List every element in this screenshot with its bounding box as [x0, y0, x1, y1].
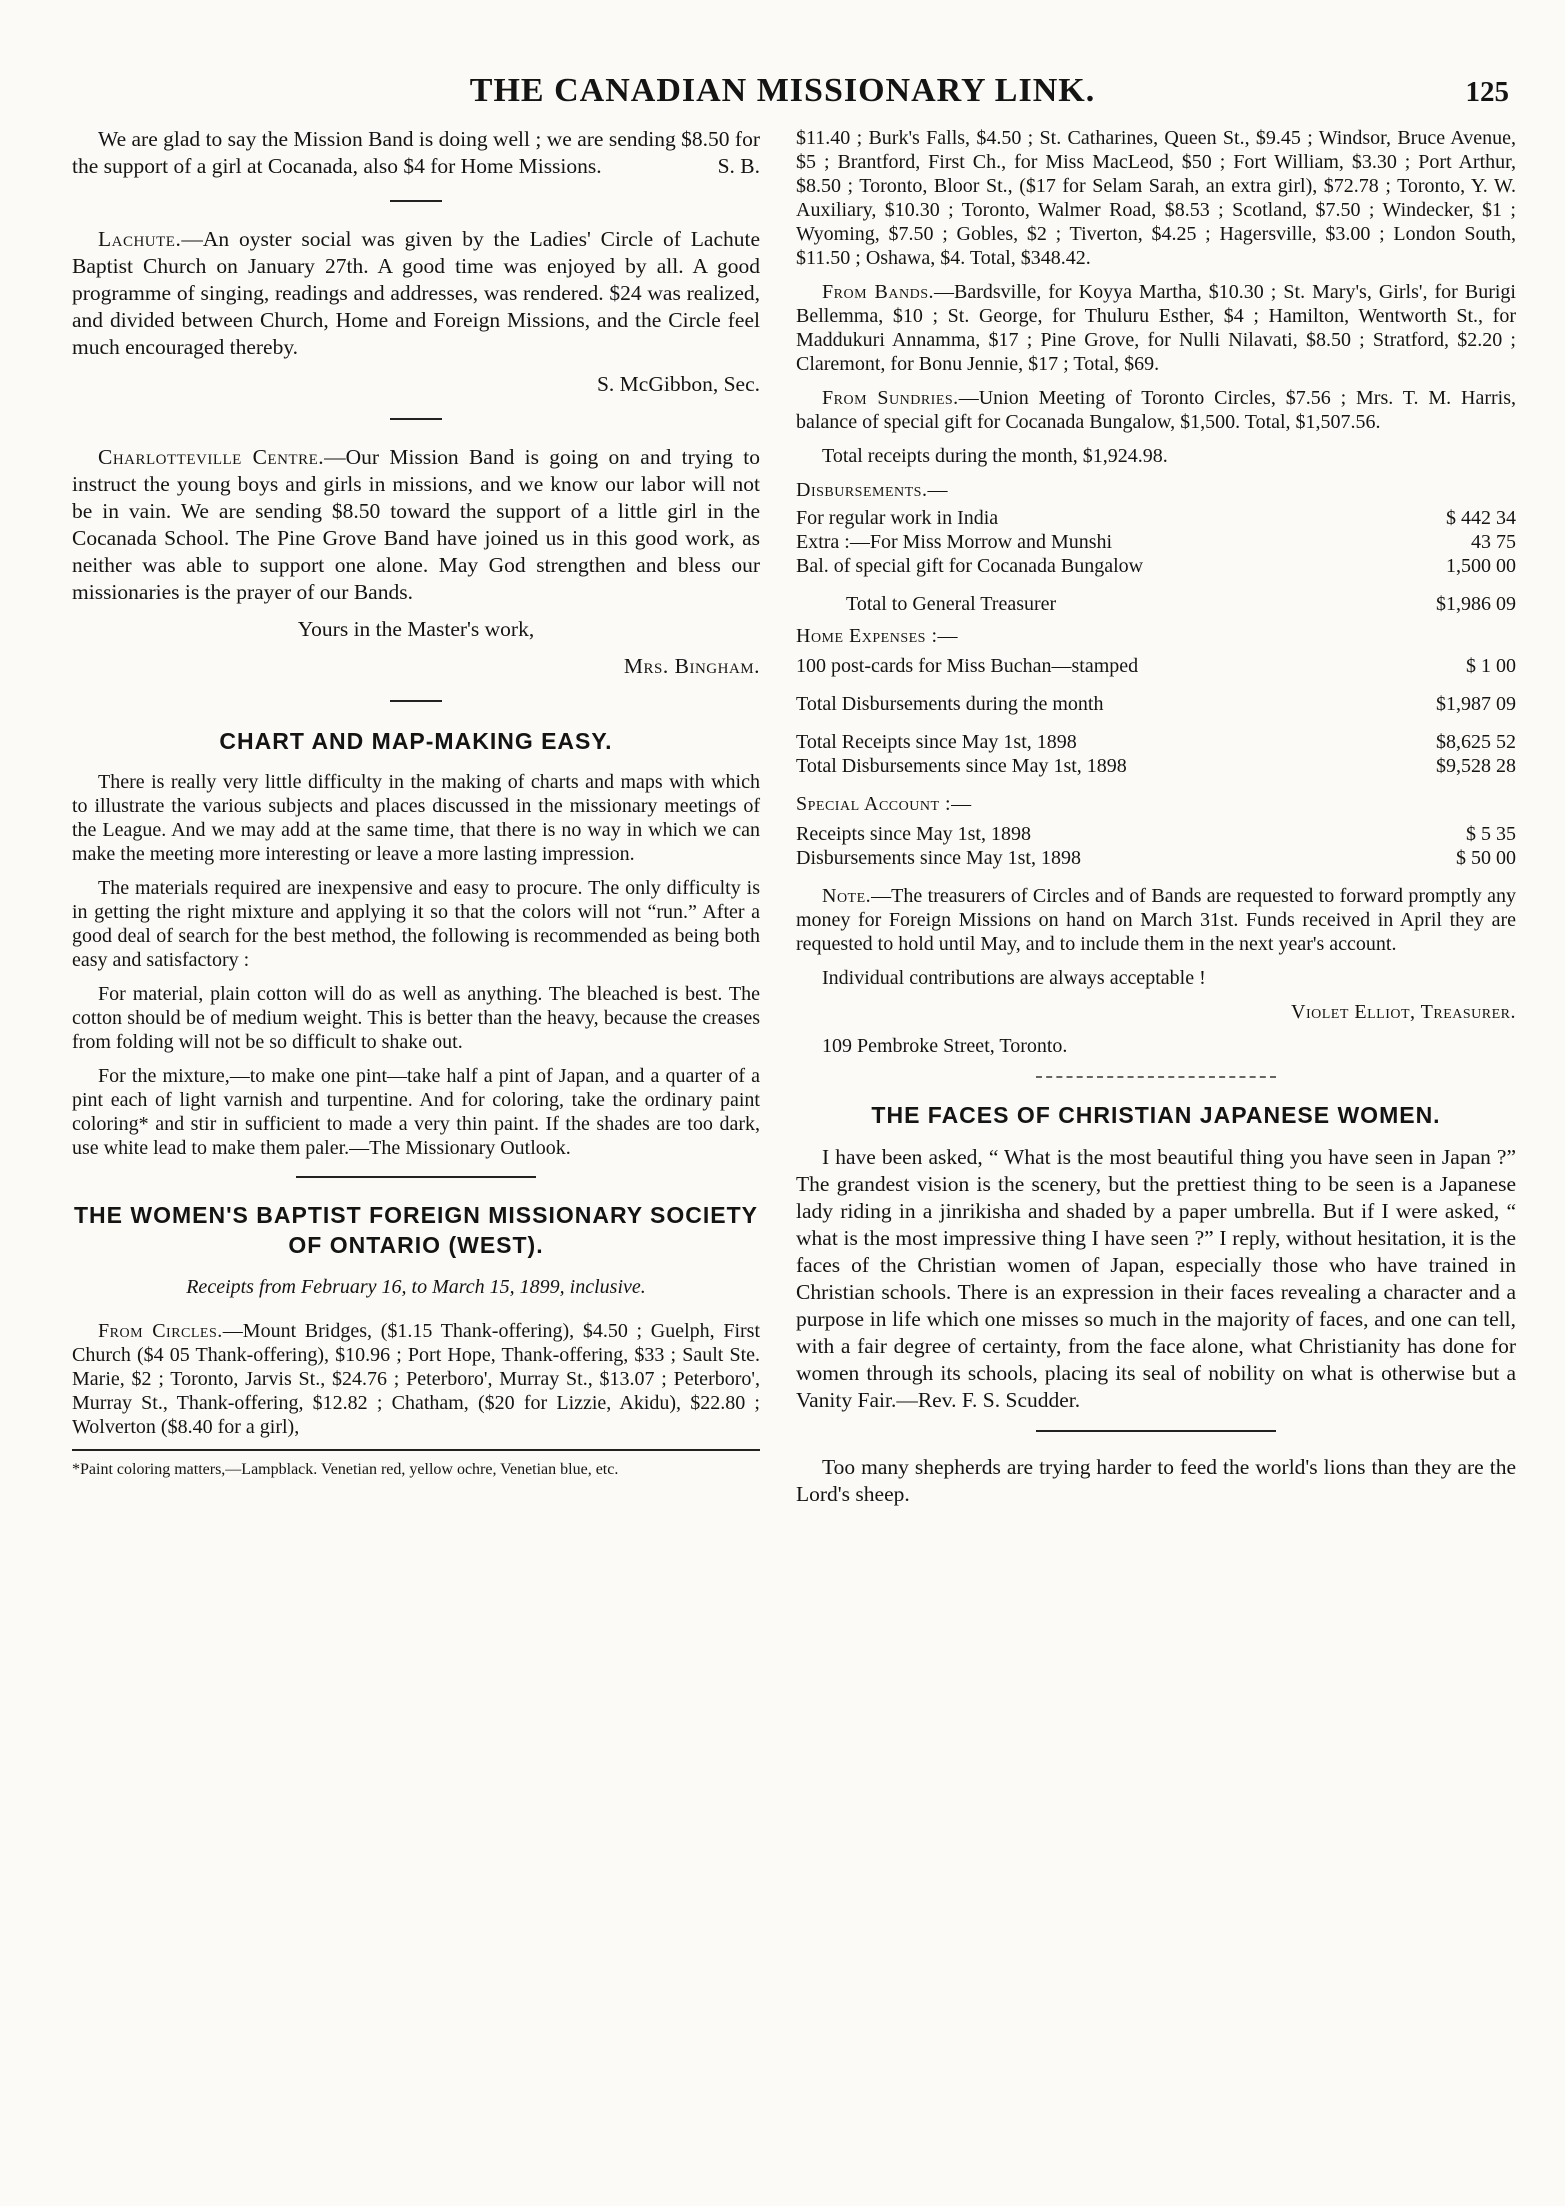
divider	[296, 1176, 536, 1178]
from-circles-paragraph: From Circles.—Mount Bridges, ($1.15 Thank-offering), $4.50 ; Guelph, First Church ($4 05 Thank-offering), $10.96 ; Port Hope, Thank-offering, $33 ; Sault Ste. Marie, $2 ; Toronto, Jarvis St., $24.76 ; Peterboro', Murray St., $13.07 ; Peterboro', Murray St., Thank-offering, $12.82 ; Chatham, ($20 for Lizzie, Akidu), $22.80 ; Wolverton ($8.40 for a girl),	[72, 1320, 761, 1438]
footnote: *Paint coloring matters,—Lampblack. Venetian red, yellow ochre, Venetian blue, etc.	[72, 1449, 760, 1481]
faces-article-body: I have been asked, “ What is the most beautiful thing you have seen in Japan ?” The grandest vision is the scenery, but the prettiest thing to be seen is a Japanese lady riding in a jinrikisha and shaded by a paper umbrella. But if I were asked, “ what is the most impressive thing I have seen ?” I reply, without hesitation, it is the faces of the Christian women of Japan, especially those who have trained in Christian schools. There is an expression in their faces revealing a character and a purpose in life which one misses so much in the majority of faces, and one can tell, with a fair degree of certainty, from the face alone, what Christianity has done for women through its schools, placing its seal of nobility on what is otherwise but a Vanity Fair.—Rev. F. S. Scudder.	[796, 1145, 1516, 1412]
chart-article-body	[72, 770, 760, 1160]
table-row: Total Disbursements during the month $1,987 09	[796, 693, 1516, 715]
chart-paragraph-3: For material, plain cotton will do as well as anything. The bleached is best. The cotton should be of medium weight. This is better than the heavy, because the creases from folding will not be so difficult to shake out.	[72, 983, 760, 1053]
faces-article-title: THE FACES OF CHRISTIAN JAPANESE WOMEN.	[871, 1102, 1441, 1128]
left-column	[72, 126, 760, 1481]
table-row: Total Disbursements since May 1st, 1898 $9,528 28	[796, 755, 1516, 777]
note-paragraph: Note.—The treasurers of Circles and of Bands are requested to forward promptly any money for Foreign Missions on hand on March 31st. Funds received in April they are requested to hold until May, and to include them in the next year's account.	[796, 885, 1516, 955]
lachute-paragraph: Lachute.—An oyster social was given by the Ladies' Circle of Lachute Baptist Church on January 27th. A good time was enjoyed by all. A good programme of singing, readings and addresses, was rendered. $24 was realized, and divided between Church, Home and Foreign Missions, and the Circle feel much encouraged thereby.	[72, 227, 760, 359]
charlotteville-signature: Mrs. Bingham.	[623, 654, 760, 678]
table-row: Disbursements since May 1st, 1898 $ 50 00	[796, 847, 1516, 869]
note-lead: Note.	[822, 885, 872, 907]
from-circles-lead: From Circles.	[98, 1320, 223, 1342]
chart-paragraph-1: There is really very little difficulty in the making of charts and maps with which to illustrate the various subjects and places discussed in the missionary meetings of the League. And we may add at the same time, that there is no way in which we can make the meeting more interesting or leave a more lasting impression.	[72, 771, 760, 865]
home-expenses-table	[796, 654, 1516, 778]
treasurer-signature: Violet Elliot, Treasurer.	[1291, 1001, 1516, 1023]
chart-paragraph-2: The materials required are inexpensive and easy to procure. The only difficulty is in getting the right mixture and applying it so that the colors will not “run.” After a good deal of search for the best method, the following is recommended as being both easy and satisfactory :	[72, 877, 760, 971]
special-account-heading: Special Account :—	[796, 793, 972, 815]
mission-band-paragraph: We are glad to say the Mission Band is doing well ; we are sending $8.50 for the support of a girl at Cocanada, also $4 for Home Missions. S. B.	[72, 127, 760, 178]
charlotteville-closing: Yours in the Master's work,	[297, 617, 535, 641]
special-account-table	[796, 822, 1516, 870]
chart-paragraph-4: For the mixture,—to make one pint—take half a pint of Japan, and a quarter of a pint each of light varnish and turpentine. And for coloring, take the ordinary paint coloring* and stir in sufficient to made a very thin paint. If the shades are too dark, use white lead to make them paler.—The Missionary Outlook.	[72, 1065, 760, 1159]
table-row: Receipts since May 1st, 1898 $ 5 35	[796, 823, 1516, 845]
journal-title: THE CANADIAN MISSIONARY LINK.	[469, 72, 1096, 109]
from-sundries-lead: From Sundries.	[822, 387, 959, 409]
charlotteville-paragraph: Charlotteville Centre.—Our Mission Band is going on and trying to instruct the young boys and girls in missions, and we know our labor will not be in vain. We are sending $8.50 toward the support of a little girl in the Cocanada School. The Pine Grove Band have joined us in this good work, as neither was able to support one alone. May God strengthen and bless our missionaries is the prayer of our Bands.	[72, 445, 760, 604]
home-expenses-heading: Home Expenses :—	[796, 625, 959, 647]
note-individual: Individual contributions are always acceptable !	[822, 967, 1206, 989]
right-column	[796, 126, 1516, 1518]
divider	[390, 418, 442, 420]
page-number: 125	[1465, 76, 1509, 108]
from-sundries-paragraph: From Sundries.—Union Meeting of Toronto Circles, $7.56 ; Mrs. T. M. Harris, balance of special gift for Cocanada Bungalow, $1,500. Total, $1,507.56.	[796, 387, 1516, 433]
table-row: Extra :—For Miss Morrow and Munshi 43 75	[796, 531, 1516, 553]
circles-continued: $11.40 ; Burk's Falls, $4.50 ; St. Catharines, Queen St., $9.45 ; Windsor, Bruce Avenue, $5 ; Brantford, First Ch., for Miss MacLeod, $50 ; Fort William, $3.30 ; Port Arthur, $8.50 ; Toronto, Bloor St., ($17 for Selam Sarah, an extra girl), $72.78 ; Toronto, Y. W. Auxiliary, $10.30 ; Toronto, Walmer Road, $8.53 ; Scotland, $7.50 ; Windecker, $1 ; Wyoming, $7.50 ; Gobles, $2 ; Tiverton, $4.25 ; Hagersville, $3.00 ; London South, $11.50 ; Oshawa, $4. Total, $348.42.	[796, 127, 1516, 269]
from-bands-paragraph: From Bands.—Bardsville, for Koyya Martha, $10.30 ; St. Mary's, Girls', for Burigi Bellemma, $10 ; St. George, for Thuluru Esther, $4 ; Hamilton, Wentworth St., for Maddukuri Annamma, $17 ; Pine Grove, for Nulli Nilavati, $8.50 ; Stratford, $2.20 ; Claremont, for Bonu Jennie, $17 ; Total, $69.	[796, 281, 1516, 375]
divider	[390, 200, 442, 202]
divider	[1036, 1430, 1276, 1432]
wbfms-title: THE WOMEN'S BAPTIST FOREIGN MISSIONARY SOCIETY OF ONTARIO (WEST).	[73, 1202, 758, 1258]
lachute-lead: Lachute.	[98, 227, 182, 251]
treasurer-address: 109 Pembroke Street, Toronto.	[822, 1035, 1068, 1057]
table-row: Bal. of special gift for Cocanada Bungalow 1,500 00	[796, 555, 1516, 577]
chart-article-title: CHART AND MAP-MAKING EASY.	[219, 728, 613, 754]
total-receipts: Total receipts during the month, $1,924.98.	[822, 445, 1168, 467]
page-header	[0, 72, 1565, 112]
table-row: Total to General Treasurer $1,986 09	[846, 593, 1516, 615]
lachute-signature: S. McGibbon, Sec.	[596, 372, 760, 396]
disbursements-heading: Disbursements.—	[796, 479, 948, 501]
from-bands-lead: From Bands.	[822, 281, 935, 303]
signature-sb: S. B.	[717, 154, 760, 178]
table-row: 100 post-cards for Miss Buchan—stamped $ 1 00	[796, 655, 1516, 677]
receipts-period: Receipts from February 16, to March 15, 1899, inclusive.	[186, 1276, 646, 1298]
shepherds-quote: Too many shepherds are trying harder to feed the world's lions than they are the Lord's sheep.	[796, 1455, 1516, 1506]
divider	[1036, 1076, 1276, 1078]
disbursements-table	[796, 506, 1516, 616]
table-row: For regular work in India $ 442 34	[796, 507, 1516, 529]
charlotteville-lead: Charlotteville Centre.	[98, 445, 325, 469]
table-row: Total Receipts since May 1st, 1898 $8,625 52	[796, 731, 1516, 753]
divider	[390, 700, 442, 702]
